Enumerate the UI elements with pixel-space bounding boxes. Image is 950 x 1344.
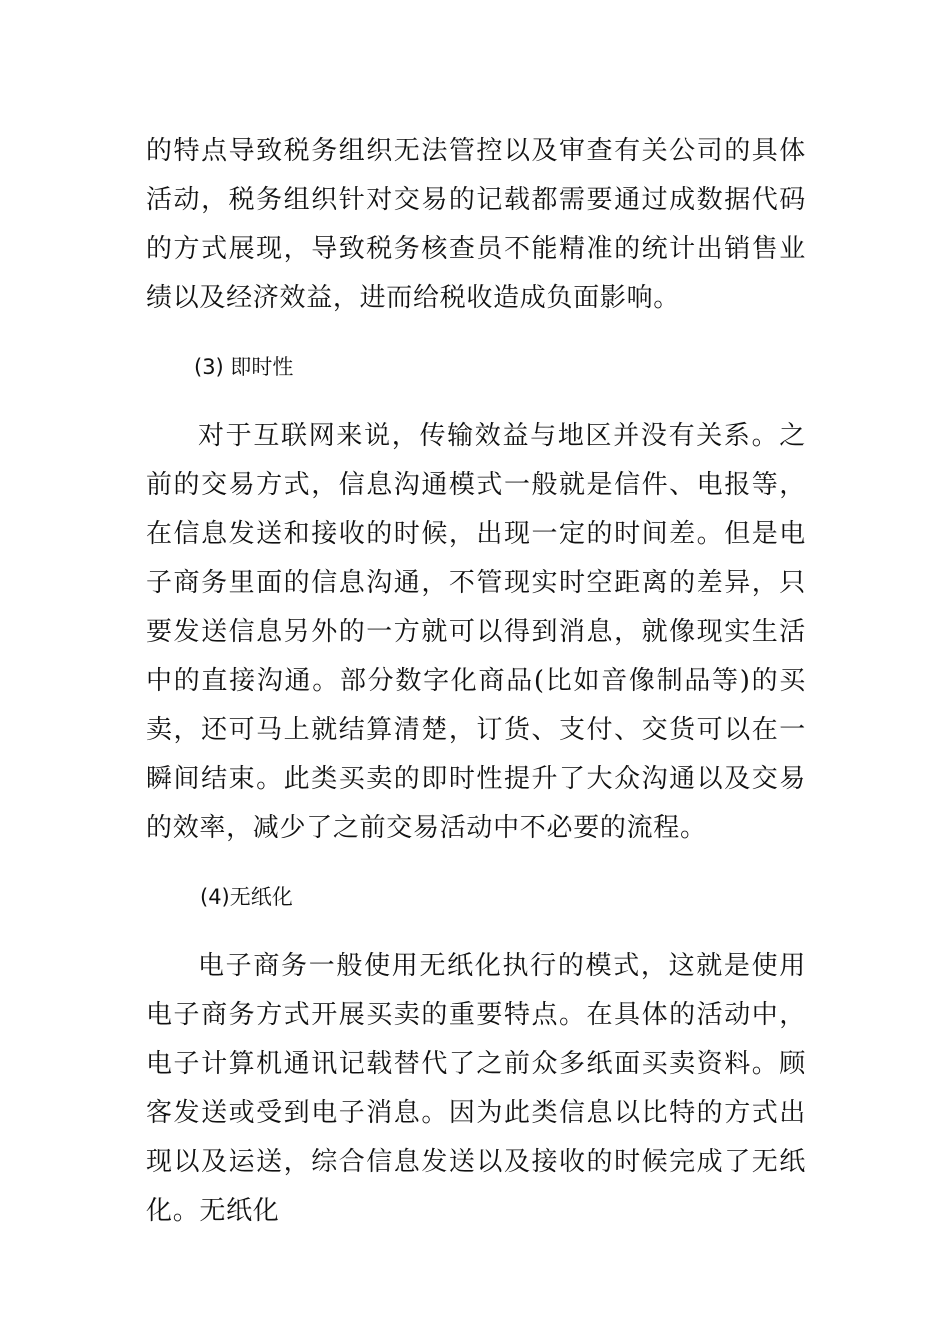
- section-heading-immediacy: (3) 即时性: [194, 355, 294, 379]
- paragraph-immediacy: 对于互联网来说，传输效益与地区并没有关系。之前的交易方式，信息沟通模式一般就是信件、电报等，在信息发送和接收的时候，出现一定的时间差。但是电子商务里面的信息沟通，不管现实时空距离的差异，只要发送信息另外的一方就可以得到消息，就像现实生活中的直接沟通。部分数字化商品(比如音像制品等)的买卖，还可马上就结算清楚，订货、支付、交货可以在一瞬间结束。此类买卖的即时性提升了大众沟通以及交易的效率，减少了之前交易活动中不必要的流程。: [146, 421, 806, 843]
- document-body: [146, 127, 806, 1236]
- paragraph-paperless: 电子商务一般使用无纸化执行的模式，这就是使用电子商务方式开展买卖的重要特点。在具体的活动中，电子计算机通讯记载替代了之前众多纸面买卖资料。顾客发送或受到电子消息。因为此类信息以比特的方式出现以及运送，综合信息发送以及接收的时候完成了无纸化。无纸化: [146, 951, 806, 1226]
- paragraph-continued: 的特点导致税务组织无法管控以及审查有关公司的具体活动，税务组织针对交易的记载都需要通过成数据代码的方式展现，导致税务核查员不能精准的统计出销售业绩以及经济效益，进而给税收造成负面影响。: [146, 136, 806, 313]
- section-heading-paperless: (4)无纸化: [200, 885, 293, 909]
